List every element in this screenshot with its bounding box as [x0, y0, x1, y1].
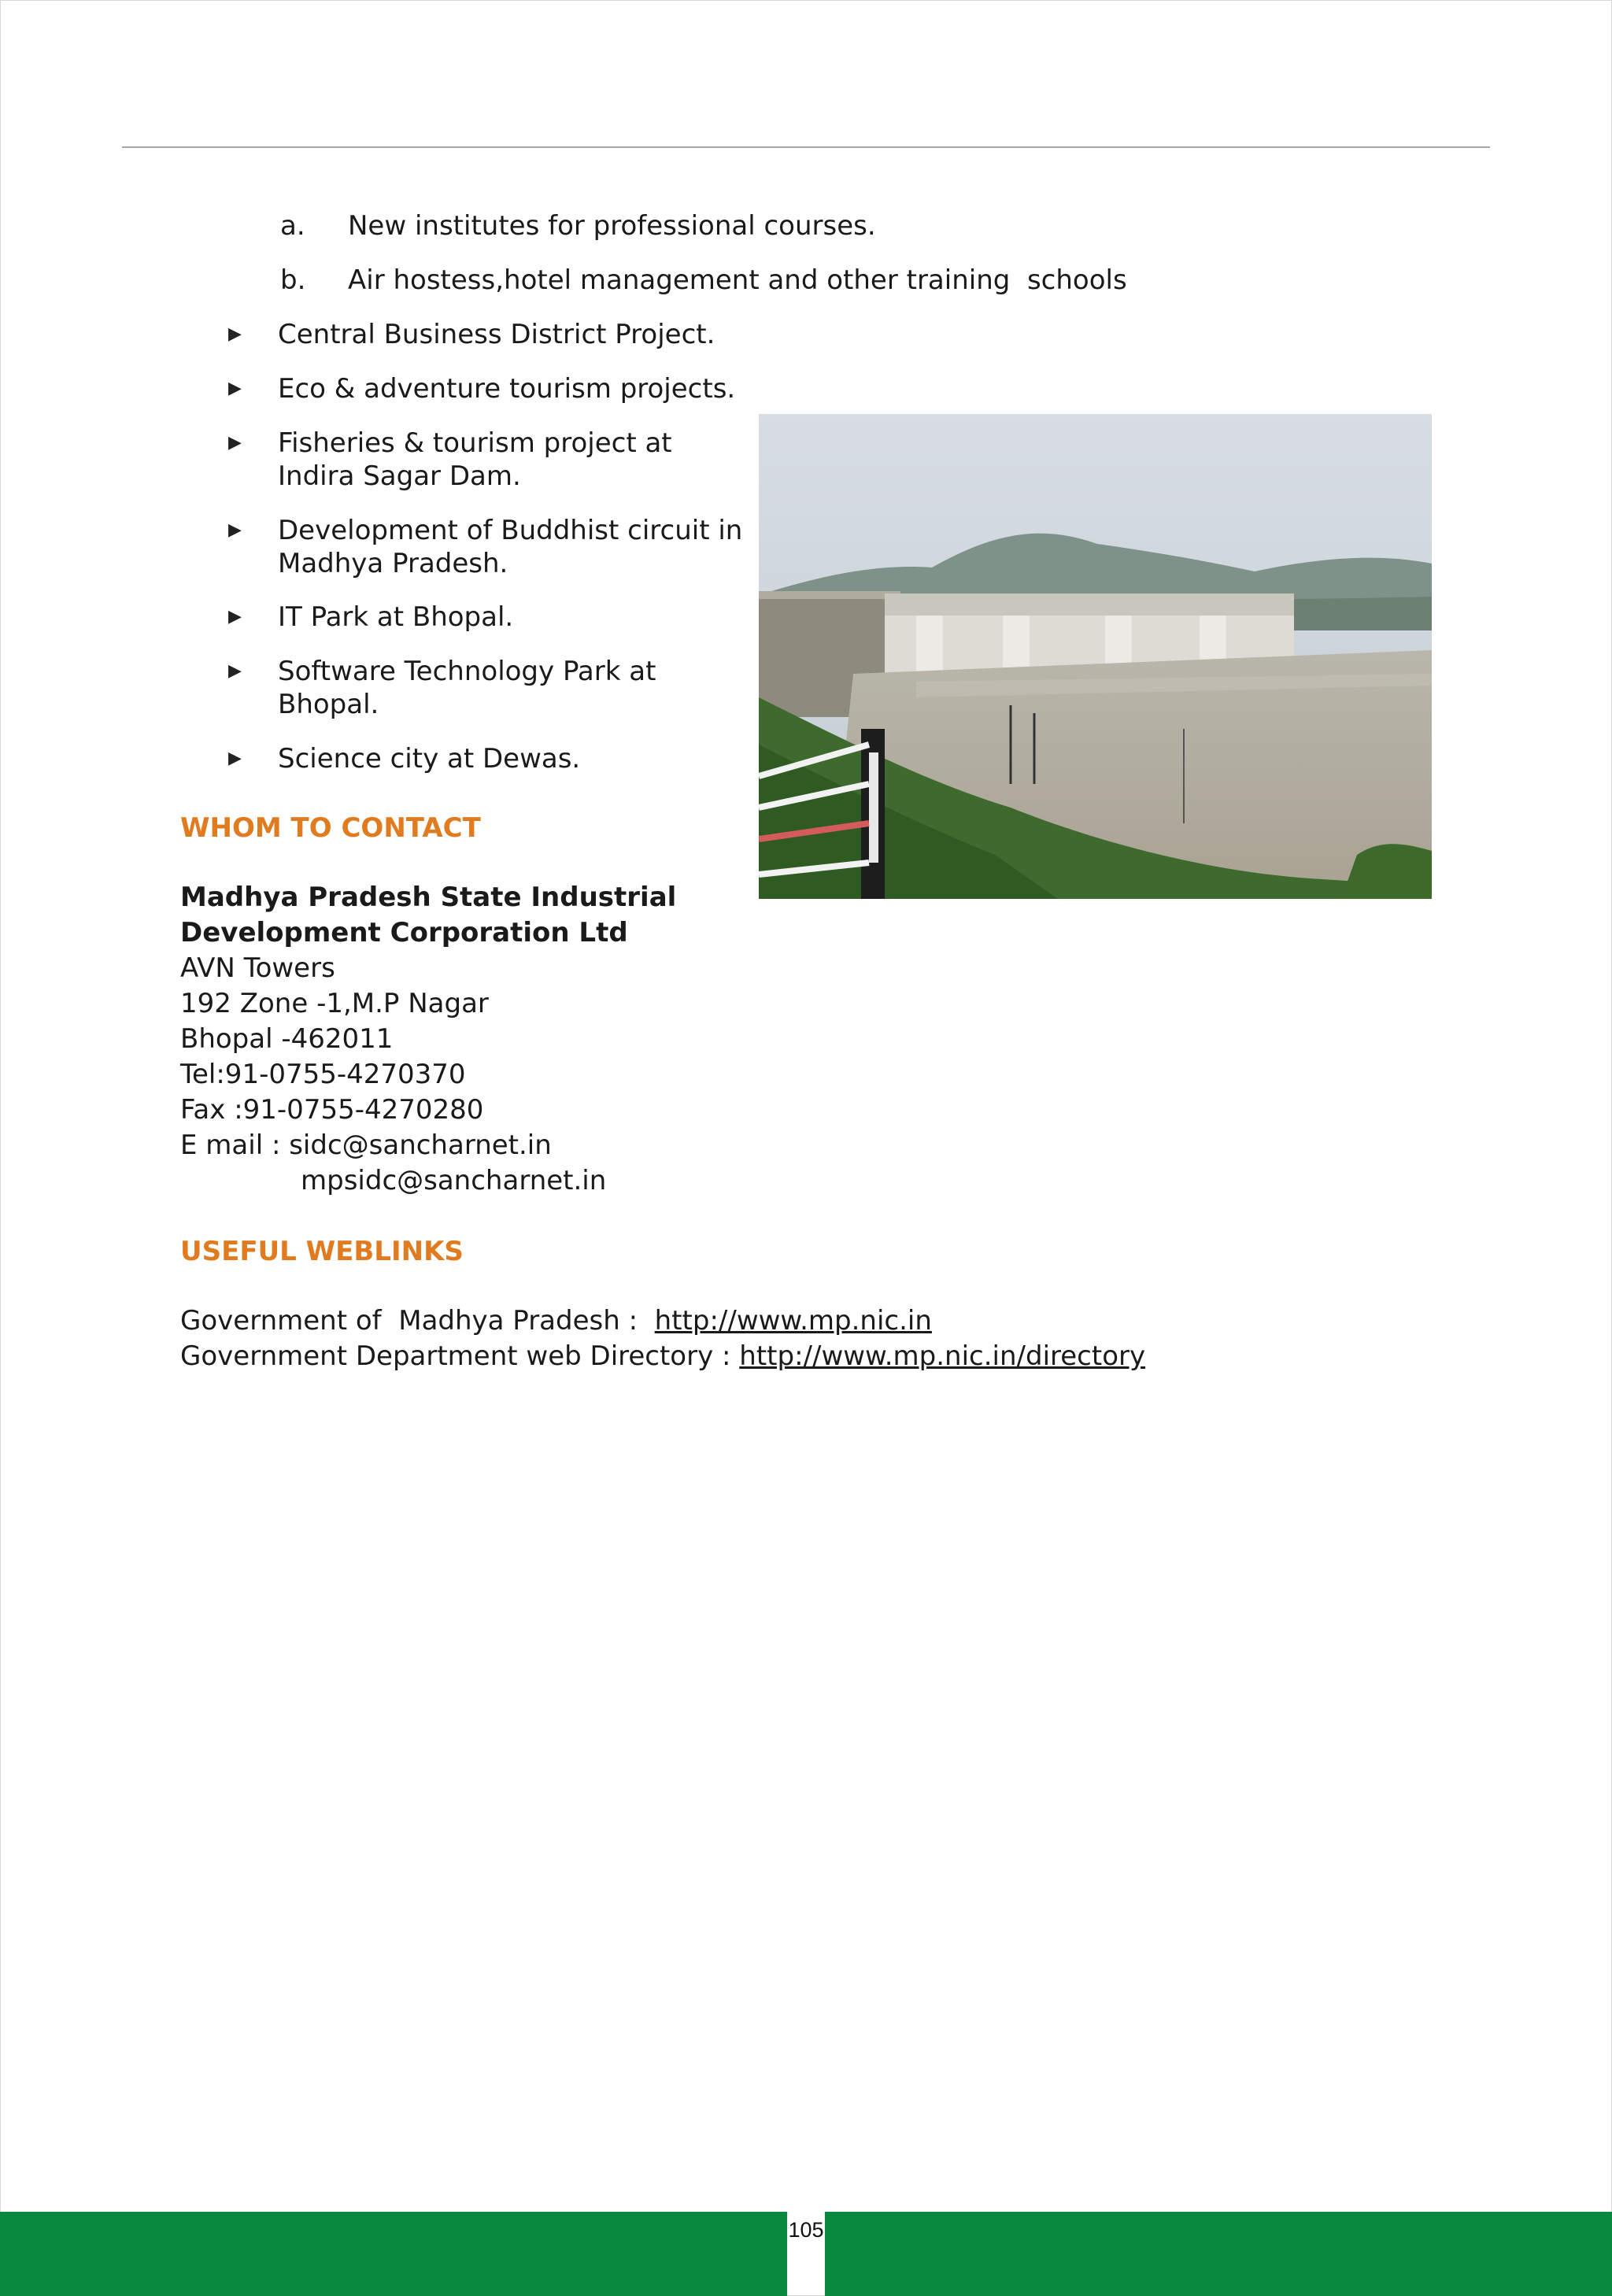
- weblink-label-directory: Government Department web Directory :: [180, 1340, 740, 1372]
- arrow-bullet-icon: ▶: [228, 379, 242, 398]
- contact-heading: WHOM TO CONTACT: [180, 812, 481, 844]
- bullet-fisheries-line1: Fisheries & tourism project at: [278, 427, 672, 459]
- list-item-new-institutes: New institutes for professional courses.: [348, 210, 876, 242]
- arrow-bullet-icon: ▶: [228, 661, 242, 681]
- bullet-buddhist-line1: Development of Buddhist circuit in: [278, 515, 743, 546]
- email-secondary[interactable]: mpsidc@sancharnet.in: [301, 1165, 607, 1196]
- bullet-software-line2: Bhopal.: [278, 689, 379, 720]
- telephone: Tel:91-0755-4270370: [180, 1059, 466, 1090]
- contact-block: [180, 880, 676, 1199]
- weblinks-list: [180, 1303, 1145, 1374]
- arrow-bullet-icon: ▶: [228, 607, 242, 627]
- bullet-eco-adventure: Eco & adventure tourism projects.: [278, 373, 736, 405]
- address-line2: 192 Zone -1,M.P Nagar: [180, 988, 489, 1019]
- footer-bar-right: [825, 2212, 1612, 2296]
- org-name-line1: Madhya Pradesh State Industrial: [180, 882, 677, 913]
- weblink-label-govt-mp: Government of Madhya Pradesh :: [180, 1305, 655, 1337]
- bullet-science-city: Science city at Dewas.: [278, 743, 581, 775]
- bullet-fisheries-line2: Indira Sagar Dam.: [278, 460, 521, 492]
- weblinks-heading: USEFUL WEBLINKS: [180, 1236, 464, 1267]
- email-primary[interactable]: E mail : sidc@sancharnet.in: [180, 1130, 552, 1161]
- footer-bar-left: [0, 2212, 787, 2296]
- arrow-bullet-icon: ▶: [228, 433, 242, 453]
- org-name-line2: Development Corporation Ltd: [180, 917, 628, 948]
- fax: Fax :91-0755-4270280: [180, 1094, 484, 1126]
- arrow-bullet-icon: ▶: [228, 749, 242, 768]
- list-item-air-hostess: Air hostess,hotel management and other training schools: [348, 264, 1127, 296]
- bullet-software-line1: Software Technology Park at: [278, 656, 656, 687]
- bullet-central-business: Central Business District Project.: [278, 319, 715, 350]
- weblink-govt-mp[interactable]: http://www.mp.nic.in: [654, 1305, 932, 1337]
- weblink-row: [180, 1303, 1145, 1339]
- weblink-row: [180, 1339, 1145, 1374]
- bullet-buddhist-line2: Madhya Pradesh.: [278, 548, 508, 579]
- address-line1: AVN Towers: [180, 952, 335, 984]
- dam-photo: [759, 414, 1432, 899]
- list-marker-a: a.: [280, 210, 305, 242]
- header-rule: [122, 146, 1490, 148]
- arrow-bullet-icon: ▶: [228, 324, 242, 344]
- bullet-it-park: IT Park at Bhopal.: [278, 601, 514, 633]
- address-line3: Bhopal -462011: [180, 1023, 394, 1055]
- weblink-directory[interactable]: http://www.mp.nic.in/directory: [739, 1340, 1146, 1372]
- list-marker-b: b.: [280, 264, 306, 296]
- arrow-bullet-icon: ▶: [228, 520, 242, 540]
- page-number: 105: [788, 2218, 824, 2242]
